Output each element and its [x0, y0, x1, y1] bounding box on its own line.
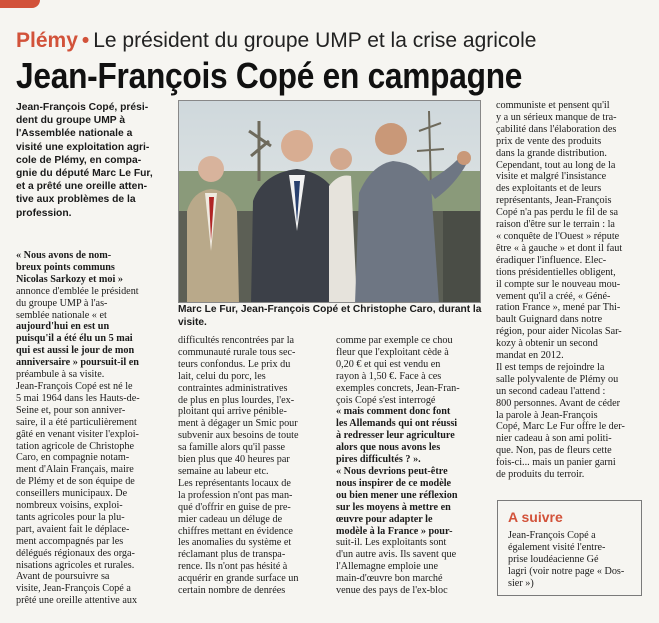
lead-line: gnie du député Marc Le Fur,: [16, 168, 153, 180]
article-column-2: [178, 335, 328, 597]
text-line: d'un autre avis. Ils savent que: [336, 549, 457, 561]
text-line: sur les moyens à mettre en: [336, 501, 451, 513]
a-suivre-box: [497, 500, 642, 596]
a-suivre-line: également visité l'entre-: [508, 541, 606, 553]
text-line: délégués régionaux des orga-: [16, 547, 135, 559]
text-line: un second cadeau l'attend :: [496, 385, 606, 397]
text-line: tation agricole de Christophe: [16, 440, 134, 452]
text-line: mier cadeau un déluge de: [178, 513, 283, 525]
text-line: la profession n'ont pas man-: [178, 489, 293, 501]
text-line: venue des pays de l'ex-bloc: [336, 585, 448, 597]
lead-line: visité une exploitation agri-: [16, 141, 150, 153]
text-line: fleur que l'exploitant cède à: [336, 346, 449, 358]
text-line: main-d'œuvre bon marché: [336, 573, 443, 585]
text-line: l'Allemagne emploie une: [336, 561, 438, 573]
text-line: œuvre pour adapter le: [336, 513, 433, 525]
text-line: semaine au labeur etc.: [178, 465, 269, 477]
text-line: modèle à la France » pour-: [336, 525, 453, 537]
kicker-place: Plémy: [16, 29, 78, 52]
text-line: Caro, en compagnie notam-: [16, 452, 130, 464]
text-line: communiste et pensent qu'il: [496, 100, 610, 111]
text-line: çois Copé s'est interrogé: [336, 394, 436, 406]
text-line: Copé, Marc Le Fur offre le der-: [496, 421, 625, 433]
text-line: Nicolas Sarkozy et moi »: [16, 273, 123, 285]
text-line: conseillers municipaux. De: [16, 488, 128, 500]
kicker-topic: Le président du groupe UMP et la crise agricole: [93, 29, 537, 52]
text-line: « conquête de l'Ouest » répute: [496, 230, 620, 242]
text-line: breux points communs: [16, 261, 115, 273]
text-line: difficultés rencontrées par la: [178, 335, 295, 346]
text-line: prêté une oreille attentive aux: [16, 595, 138, 607]
photo-caption: [178, 304, 484, 329]
text-line: ou bien mener une réflexion: [336, 489, 458, 501]
caption-line: visite.: [178, 316, 207, 328]
text-line: Les représentants locaux de: [178, 477, 291, 489]
article-column-4: [496, 100, 648, 481]
article-headline: Jean-François Copé en campagne: [16, 55, 523, 96]
text-line: ploitant qui arrive pénible-: [178, 406, 287, 418]
text-line: exemples concrets, Jean-Fran-: [336, 382, 460, 394]
lead-line: tive aux problèmes de la: [16, 194, 136, 206]
a-suivre-body: [498, 525, 641, 590]
a-suivre-line: prise loudéacienne Gé: [508, 553, 599, 565]
a-suivre-line: Jean-François Copé a: [508, 530, 596, 541]
text-line: de plus en plus lourdes, l'ex-: [178, 394, 295, 406]
text-line: anniversaire » poursuit-il en: [16, 357, 139, 369]
lead-line: dent du groupe UMP à: [16, 115, 126, 127]
text-line: fois-ci... mais un panier garni: [496, 457, 616, 469]
text-line: teurs confondus. Le prix du: [178, 358, 291, 370]
text-line: réclamant plus de transpa-: [178, 549, 286, 561]
text-line: vement qu'il a créé, « Géné-: [496, 290, 611, 302]
text-line: semblée nationale « et: [16, 309, 107, 321]
text-line: y a un sérieux manque de tra-: [496, 111, 617, 123]
text-line: çabilité dans l'élaboration des: [496, 123, 617, 135]
text-line: dans la grande distribution.: [496, 147, 607, 159]
text-line: qué d'offrir en guise de pre-: [178, 501, 291, 513]
text-line: Il est temps de rejoindre la: [496, 361, 605, 373]
section-corner-tab: [0, 0, 40, 8]
text-line: raison d'être sur le terrain : la: [496, 219, 615, 231]
article-lead: [16, 101, 172, 220]
caption-line: Marc Le Fur, Jean-François Copé et Christophe Caro, durant la: [178, 304, 482, 315]
text-line: à redresser leur agriculture: [336, 430, 455, 442]
text-line: de produits du terroir.: [496, 469, 585, 481]
text-line: visite, Jean-François Copé a: [16, 583, 131, 595]
article-photo: [178, 100, 481, 303]
text-line: les anomalies du système et: [178, 537, 292, 549]
text-line: les Allemands qui ont réussi: [336, 418, 458, 430]
article-column-1: [16, 250, 172, 607]
text-line: saire, il a été particulièrement: [16, 416, 137, 428]
text-line: Copé n'a pas perdu le fil de sa: [496, 207, 619, 219]
text-line: ration France », mené par Thi-: [496, 302, 621, 314]
lead-line: et a prêté une oreille atten-: [16, 181, 148, 193]
text-line: alors que nous avons les: [336, 442, 441, 454]
text-line: prix de vente des produits: [496, 135, 602, 147]
text-line: ment à dégager un Smic pour: [178, 418, 298, 430]
text-line: subvenir aux besoins de toute: [178, 430, 299, 442]
text-line: que. Non, pas de fleurs cette: [496, 445, 612, 457]
lead-line: profession.: [16, 207, 72, 219]
text-line: salle polyvalente de Plémy ou: [496, 373, 619, 385]
text-line: pires difficultés ? ».: [336, 454, 421, 466]
article-kicker: [16, 30, 649, 52]
text-line: comme par exemple ce chou: [336, 335, 453, 346]
text-line: chiffres mettant en évidence: [178, 525, 293, 537]
text-line: tants agricoles pour la plu-: [16, 511, 125, 523]
text-line: aujourd'hui en est un: [16, 321, 110, 333]
text-line: annonce d'emblée le président: [16, 285, 139, 297]
kicker-bullet: •: [81, 29, 90, 52]
a-suivre-line: lagri (voir notre page « Dos-: [508, 565, 625, 577]
text-line: éradiquer l'influence. Elec-: [496, 254, 607, 266]
article-column-3: [336, 335, 484, 597]
text-line: communauté rurale tous sec-: [178, 346, 296, 358]
text-line: nier cadeau à son ami politi-: [496, 433, 612, 445]
text-line: 5 mai 1964 dans les Hauts-de-: [16, 392, 140, 404]
text-line: région, pour aider Nicolas Sar-: [496, 326, 622, 338]
text-line: « mais comment donc font: [336, 406, 451, 418]
text-line: part, avaient fait le déplace-: [16, 523, 130, 535]
text-line: visite et malgré l'insistance: [496, 171, 607, 183]
text-line: préambule à sa visite.: [16, 369, 105, 381]
text-line: être « à gauche » et dont il faut: [496, 242, 623, 254]
text-line: de Plémy et de son équipe de: [16, 476, 135, 488]
text-line: nous inspirer de ce modèle: [336, 477, 452, 489]
text-line: acquérir en grande surface un: [178, 573, 299, 585]
text-line: Avant de poursuivre sa: [16, 571, 110, 583]
lead-line: cole de Plémy, en compa-: [16, 154, 142, 166]
text-line: bien plus que 40 heures par: [178, 454, 290, 466]
text-line: il compte sur le nouveau mou-: [496, 278, 621, 290]
lead-line: Jean-François Copé, prési-: [16, 102, 149, 113]
text-line: ment d'Alain Français, maire: [16, 464, 134, 476]
a-suivre-title: A suivre: [508, 509, 563, 525]
text-line: bault Guignard dans notre: [496, 314, 603, 326]
text-line: Seine et, pour son anniver-: [16, 404, 126, 416]
text-line: « Nous avons de nom-: [16, 250, 112, 261]
text-line: 800 personnes. Avant de céder: [496, 397, 620, 409]
text-line: représentants, Jean-François: [496, 195, 612, 207]
text-line: des exploitants et de leurs: [496, 183, 602, 195]
text-line: nisations agricoles et rurales.: [16, 559, 135, 571]
text-line: tions présidentielles obligent,: [496, 266, 616, 278]
text-line: « Nous devrions peut-être: [336, 465, 448, 477]
text-line: ment accompagnés par les: [16, 535, 124, 547]
text-line: nombreux voisins, exploi-: [16, 500, 123, 512]
text-line: 0,20 € et qui est vendu en: [336, 358, 441, 370]
text-line: rence. Ils n'ont pas hésité à: [178, 561, 288, 573]
text-line: kozy à obtenir un second: [496, 338, 598, 350]
text-line: mandat en 2012.: [496, 350, 564, 362]
text-line: gâté en venant visiter l'exploi-: [16, 428, 139, 440]
text-line: lait, celui du porc, les: [178, 370, 266, 382]
lead-line: l'Assemblée nationale a: [16, 128, 133, 140]
text-line: puisqu'il a été élu un 5 mai: [16, 333, 133, 345]
a-suivre-line: sier »): [508, 577, 534, 589]
text-line: contraintes administratives: [178, 382, 288, 394]
text-line: qui est aussi le jour de mon: [16, 345, 135, 357]
text-line: Jean-François Copé est né le: [16, 380, 133, 392]
text-line: rayon à 1,50 €. Face à ces: [336, 370, 442, 382]
text-line: certain nombre de denrées: [178, 585, 286, 597]
text-line: la parole à Jean-François: [496, 409, 598, 421]
text-line: suit-il. Les exploitants sont: [336, 537, 447, 549]
text-line: sa famille alors qu'il passe: [178, 442, 286, 454]
text-line: Cependant, tout au long de la: [496, 159, 616, 171]
photo-illustration: [179, 101, 481, 303]
text-line: du groupe UMP à l'as-: [16, 297, 108, 309]
